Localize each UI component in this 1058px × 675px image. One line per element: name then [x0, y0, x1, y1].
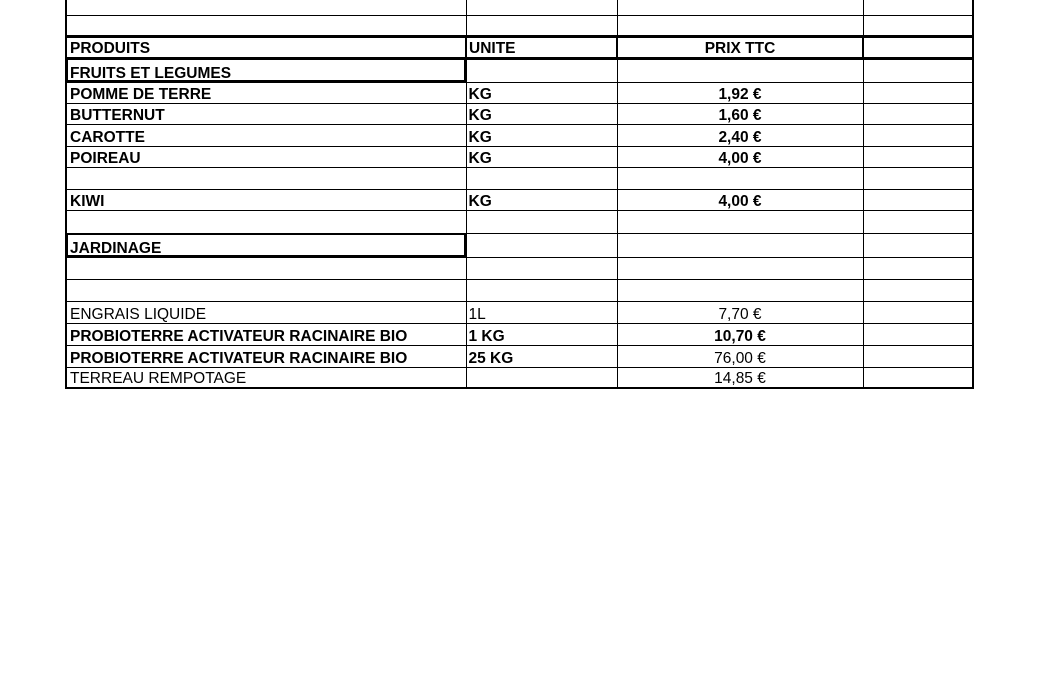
product-price: 14,85 €: [617, 367, 863, 388]
category-label-jardinage: JARDINAGE: [66, 233, 466, 257]
product-name: PROBIOTERRE ACTIVATEUR RACINAIRE BIO: [66, 345, 466, 367]
product-name: KIWI: [66, 189, 466, 210]
product-name: CAROTTE: [66, 124, 466, 146]
blank-row: [66, 279, 973, 301]
col-header-prix: PRIX TTC: [617, 36, 863, 58]
header-row: [66, 36, 973, 58]
product-unit: 25 KG: [466, 345, 617, 367]
table-row: [66, 82, 973, 103]
product-unit: 1 KG: [466, 323, 617, 345]
product-unit: [466, 367, 617, 388]
col-header-unite: UNITE: [466, 36, 617, 58]
product-price: 4,00 €: [617, 189, 863, 210]
product-unit: KG: [466, 189, 617, 210]
product-name: POIREAU: [66, 146, 466, 167]
product-name: ENGRAIS LIQUIDE: [66, 301, 466, 323]
category-row-fruits: [66, 58, 973, 82]
product-unit: KG: [466, 82, 617, 103]
table-row: [66, 301, 973, 323]
col-header-produits: PRODUITS: [66, 36, 466, 58]
product-price: 4,00 €: [617, 146, 863, 167]
product-name: PROBIOTERRE ACTIVATEUR RACINAIRE BIO: [66, 323, 466, 345]
blank-row: [66, 0, 973, 15]
product-price: 10,70 €: [617, 323, 863, 345]
table-row: [66, 146, 973, 167]
product-unit: KG: [466, 146, 617, 167]
table-row: [66, 103, 973, 124]
blank-row: [66, 167, 973, 189]
product-name: TERREAU REMPOTAGE: [66, 367, 466, 388]
table-row: [66, 345, 973, 367]
table-row: [66, 189, 973, 210]
category-row-jardinage: [66, 233, 973, 257]
blank-row: [66, 210, 973, 233]
col-header-extra: [863, 36, 973, 58]
product-price: 2,40 €: [617, 124, 863, 146]
product-name: POMME DE TERRE: [66, 82, 466, 103]
product-price: 76,00 €: [617, 345, 863, 367]
product-unit: KG: [466, 124, 617, 146]
product-price: 7,70 €: [617, 301, 863, 323]
product-unit: 1L: [466, 301, 617, 323]
product-name: BUTTERNUT: [66, 103, 466, 124]
table-row: [66, 323, 973, 345]
table-row: [66, 367, 973, 388]
blank-row: [66, 15, 973, 36]
price-table: [65, 0, 974, 389]
product-price: 1,60 €: [617, 103, 863, 124]
blank-row: [66, 257, 973, 279]
category-label-fruits: FRUITS ET LEGUMES: [66, 58, 466, 82]
table-row: [66, 124, 973, 146]
product-unit: KG: [466, 103, 617, 124]
product-price: 1,92 €: [617, 82, 863, 103]
